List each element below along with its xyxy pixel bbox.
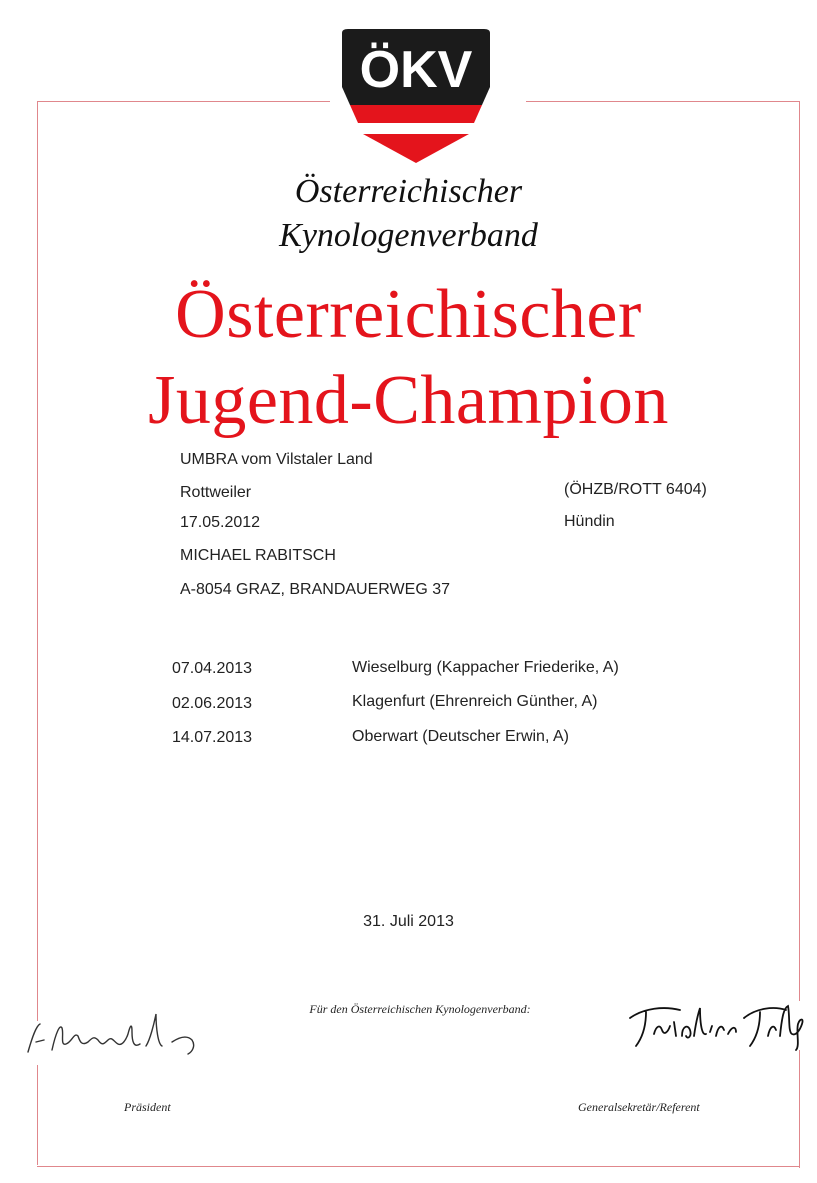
dog-name: UMBRA vom Vilstaler Land	[180, 451, 373, 468]
frame-top-right	[526, 101, 800, 102]
logo-text: ÖKV	[359, 41, 473, 99]
result-date: 02.06.2013	[172, 695, 253, 712]
result-date: 14.07.2013	[172, 729, 253, 746]
result-show: Wieselburg (Kappacher Friederike, A)	[352, 659, 619, 676]
org-line-2: Kynologenverband	[279, 217, 538, 254]
frame-top-left	[37, 101, 330, 102]
signature-for-line: Für den Österreichischen Kynologenverband:	[309, 1002, 531, 1016]
okv-logo	[338, 27, 494, 165]
owner-name: MICHAEL RABITSCH	[180, 547, 336, 564]
president-signature	[22, 1002, 202, 1062]
dog-sex: Hündin	[564, 513, 615, 530]
secretary-signature	[624, 996, 814, 1052]
issue-date: 31. Juli 2013	[363, 913, 454, 930]
result-show: Klagenfurt (Ehrenreich Günther, A)	[352, 693, 598, 710]
org-line-1: Österreichischer	[294, 173, 523, 210]
president-label: Präsident	[124, 1100, 171, 1114]
frame-left-lower	[37, 1065, 38, 1165]
frame-bottom	[37, 1166, 800, 1167]
dog-registration: (ÖHZB/ROTT 6404)	[564, 481, 707, 498]
organisation-name	[0, 170, 817, 258]
secretary-label: Generalsekretär/Referent	[578, 1100, 700, 1114]
title-line-2: Jugend-Champion	[148, 362, 669, 439]
frame-right-lower	[799, 1050, 800, 1168]
owner-address: A-8054 GRAZ, BRANDAUERWEG 37	[180, 581, 451, 598]
dog-breed: Rottweiler	[180, 484, 252, 501]
certificate-title	[0, 272, 817, 444]
dog-birth-date: 17.05.2012	[180, 514, 261, 531]
title-line-1: Österreichischer	[175, 276, 642, 353]
result-date: 07.04.2013	[172, 660, 253, 677]
result-show: Oberwart (Deutscher Erwin, A)	[352, 728, 569, 745]
